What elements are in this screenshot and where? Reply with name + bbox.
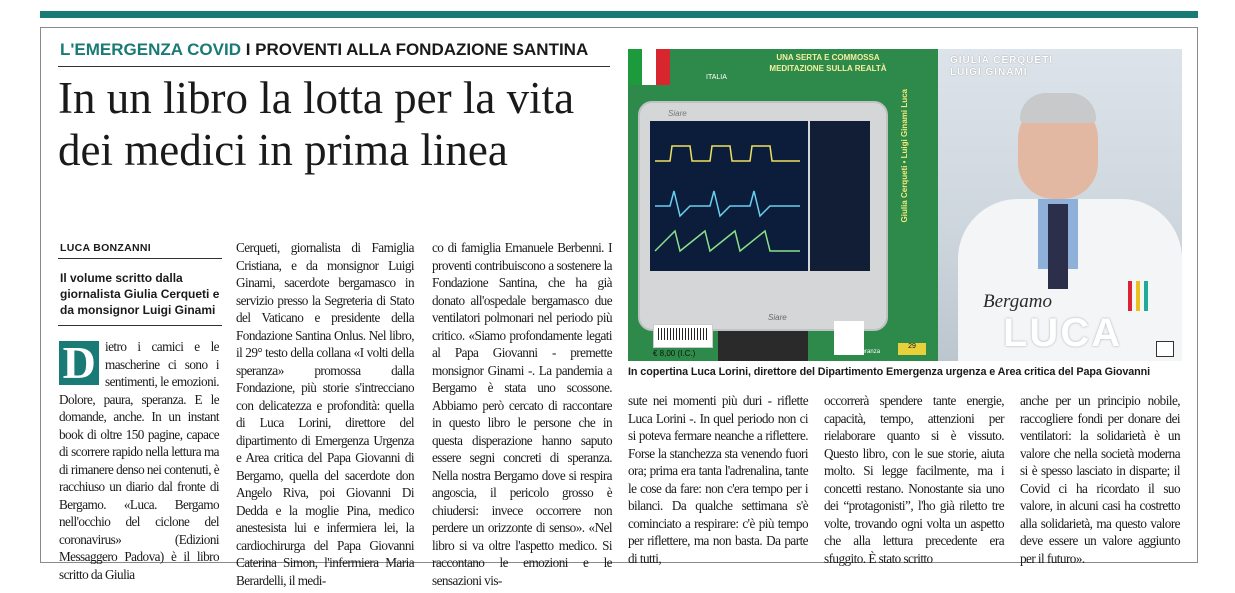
column-1-text: ietro i camici e le mascherine ci sono i sentimenti, le emozioni. Dolore, paura, speranza. E le domande, anche. In un instant book di oltre 150 pagine, capace di scorrere rapido nella lettura ma di rimanere denso nei contenuti, è racchiuso un diario dal fronte di Bergamo. «Luca. Bergamo nell'occhio del ciclone del coronavirus» (Edizioni Messaggero Padova) è il libro scritto da Giulia — [59, 339, 220, 582]
corner-logo-icon — [1156, 341, 1174, 357]
cover-author-1: GIULIA CERQUETI — [950, 55, 1053, 66]
article-column-4: sute nei momenti più duri - riflette Luca Lorini -. In quel periodo non ci si poteva fermare neanche a riflettere. Forse la stanchezza sta venendo fuori ora; prima era tanta l'adrenalina, tante le cose da fare: non c'era tempo per i bilanci. Da qualche settimana s'è cominciato a respirare: c'è più tempo per riflettere, ma non basta. Da parte di tutti, — [628, 393, 808, 566]
article-column-3: co di famiglia Emanuele Berbenni. I proventi contribuiscono a sostenere la Fondazione Santina, che ha già donato all'ospedale bergamasco due ventilatori polmonari nel periodo più critico. «Siamo profondamente legati al Papa Giovanni - premette monsignor Ginami -. La pandemia a Bergamo è stata uno scossone. Abbiamo però cercato di raccontare in questo libro le persone che in questa disperazione hanno saputo essere segni concreti di speranza. Nella nostra Bergamo dove si respira angoscia, il pericolo grosso è chiudersi: invece occorrere non perdere un orizzonte di senso». «Nel libro si va oltre l'aspetto medico. Si raccontano le emozioni e le sensazioni vis- — [432, 240, 612, 588]
summary-divider — [58, 325, 222, 326]
top-accent-bar — [40, 11, 1198, 18]
cover-author-2: LUIGI GINAMI — [950, 67, 1028, 78]
ventilator-readouts — [810, 121, 870, 271]
flag-stripe-white — [642, 49, 656, 85]
headline: In un libro la lotta per la vita dei medici in prima linea — [58, 73, 575, 175]
monitor-stand — [718, 331, 808, 361]
cover-hashtag: #VoltiDiSperanza — [834, 349, 881, 355]
cover-price: € 8,00 (I.C.) — [653, 349, 696, 358]
cover-tagline-line-1: UNA SERTA E COMMOSSA — [776, 53, 880, 62]
ventilator-screen — [650, 121, 808, 271]
cover-authors — [950, 55, 1053, 79]
byline: LUCA BONZANNI — [60, 242, 152, 254]
cover-tagline-line-2: MEDITAZIONE SULLA REALTÀ — [769, 64, 887, 73]
kicker-topic: I PROVENTI ALLA FONDAZIONE SANTINA — [245, 40, 589, 59]
cover-spine: Giulia Cerqueti • Luigi Ginami Luca — [900, 89, 909, 223]
drop-cap: D — [59, 341, 99, 385]
waveform-graphic — [650, 121, 808, 271]
flag-stripe-green — [628, 49, 642, 85]
article-column-2: Cerqueti, giornalista di Famiglia Cristiana, e da monsignor Luigi Ginami, sacerdote bergamasco in servizio presso la Segreteria di Stato del Vaticano e presidente della Fondazione Santina Onlus. Nel libro, il 29° testo della collana «I volti della speranza» promossa dalla Fondazione, più storie s'intrecciano con delicatezza e profondità: quella di Luca Lorini, direttore del dipartimento di Emergenza Urgenza e Area critica del Papa Giovanni di Bergamo, quella del sacerdote don Angelo Riva, poi Giovanni Di Dedda e la moglie Pina, medico anestesista lui e infermiera lei, la cardiochirurga del Papa Giovanni Caterina Simon, l'infermiera Maria Berardelli, il medi- — [236, 240, 414, 588]
doctor-tie — [1048, 204, 1068, 289]
kicker-divider — [58, 66, 610, 67]
barcode-icon — [658, 328, 708, 340]
cover-tagline — [728, 52, 928, 74]
flag-stripe-red — [656, 49, 670, 85]
doctor-hair — [1020, 93, 1096, 123]
cover-title-big: LUCA — [1003, 311, 1123, 355]
cover-title-small: Bergamo — [983, 291, 1052, 312]
kicker — [60, 40, 588, 60]
byline-divider — [58, 258, 222, 259]
kicker-section: L'EMERGENZA COVID — [60, 40, 241, 59]
summary: Il volume scritto dalla giornalista Giulia Cerqueti e da monsignor Luigi Ginami — [60, 271, 220, 317]
photo-caption: In copertina Luca Lorini, direttore del Dipartimento Emergenza urgenza e Area critica del Papa Giovanni — [628, 366, 1151, 378]
article-column-6: anche per un principio nobile, raccogliere fondi per donare dei ventilatori: la solidarietà è un valore che nella società moderna si è spesso lasciato in disparte; il Covid ci ha ricordato il suo valore, in alcuni casi ha costretto alla solidarietà, ma questo valore deve essere un valore aggiunto per il futuro». — [1020, 393, 1180, 566]
cover-country: ITALIA — [706, 74, 727, 81]
article-column-1 — [59, 338, 219, 583]
pens-icon — [1128, 281, 1148, 311]
cover-series-number: 29 — [898, 343, 926, 355]
monitor-brand: Siare — [668, 109, 687, 118]
cover-photo — [628, 49, 1182, 361]
monitor-brand-lower: Siare — [768, 313, 787, 322]
article-column-5: occorrerà spendere tante energie, capacità, tempo, attenzioni per rielaborare quanto si è vissuto. Questo libro, con le sue storie, aiuta molto. Si legge facilmente, ma i concetti restano. Nonostante sia uno dei “protagonisti”, l'ho già riletto tre volte, trovando ogni volta un aspetto che alla lettura precedente era sfuggito. È stato scritto — [824, 393, 1004, 566]
